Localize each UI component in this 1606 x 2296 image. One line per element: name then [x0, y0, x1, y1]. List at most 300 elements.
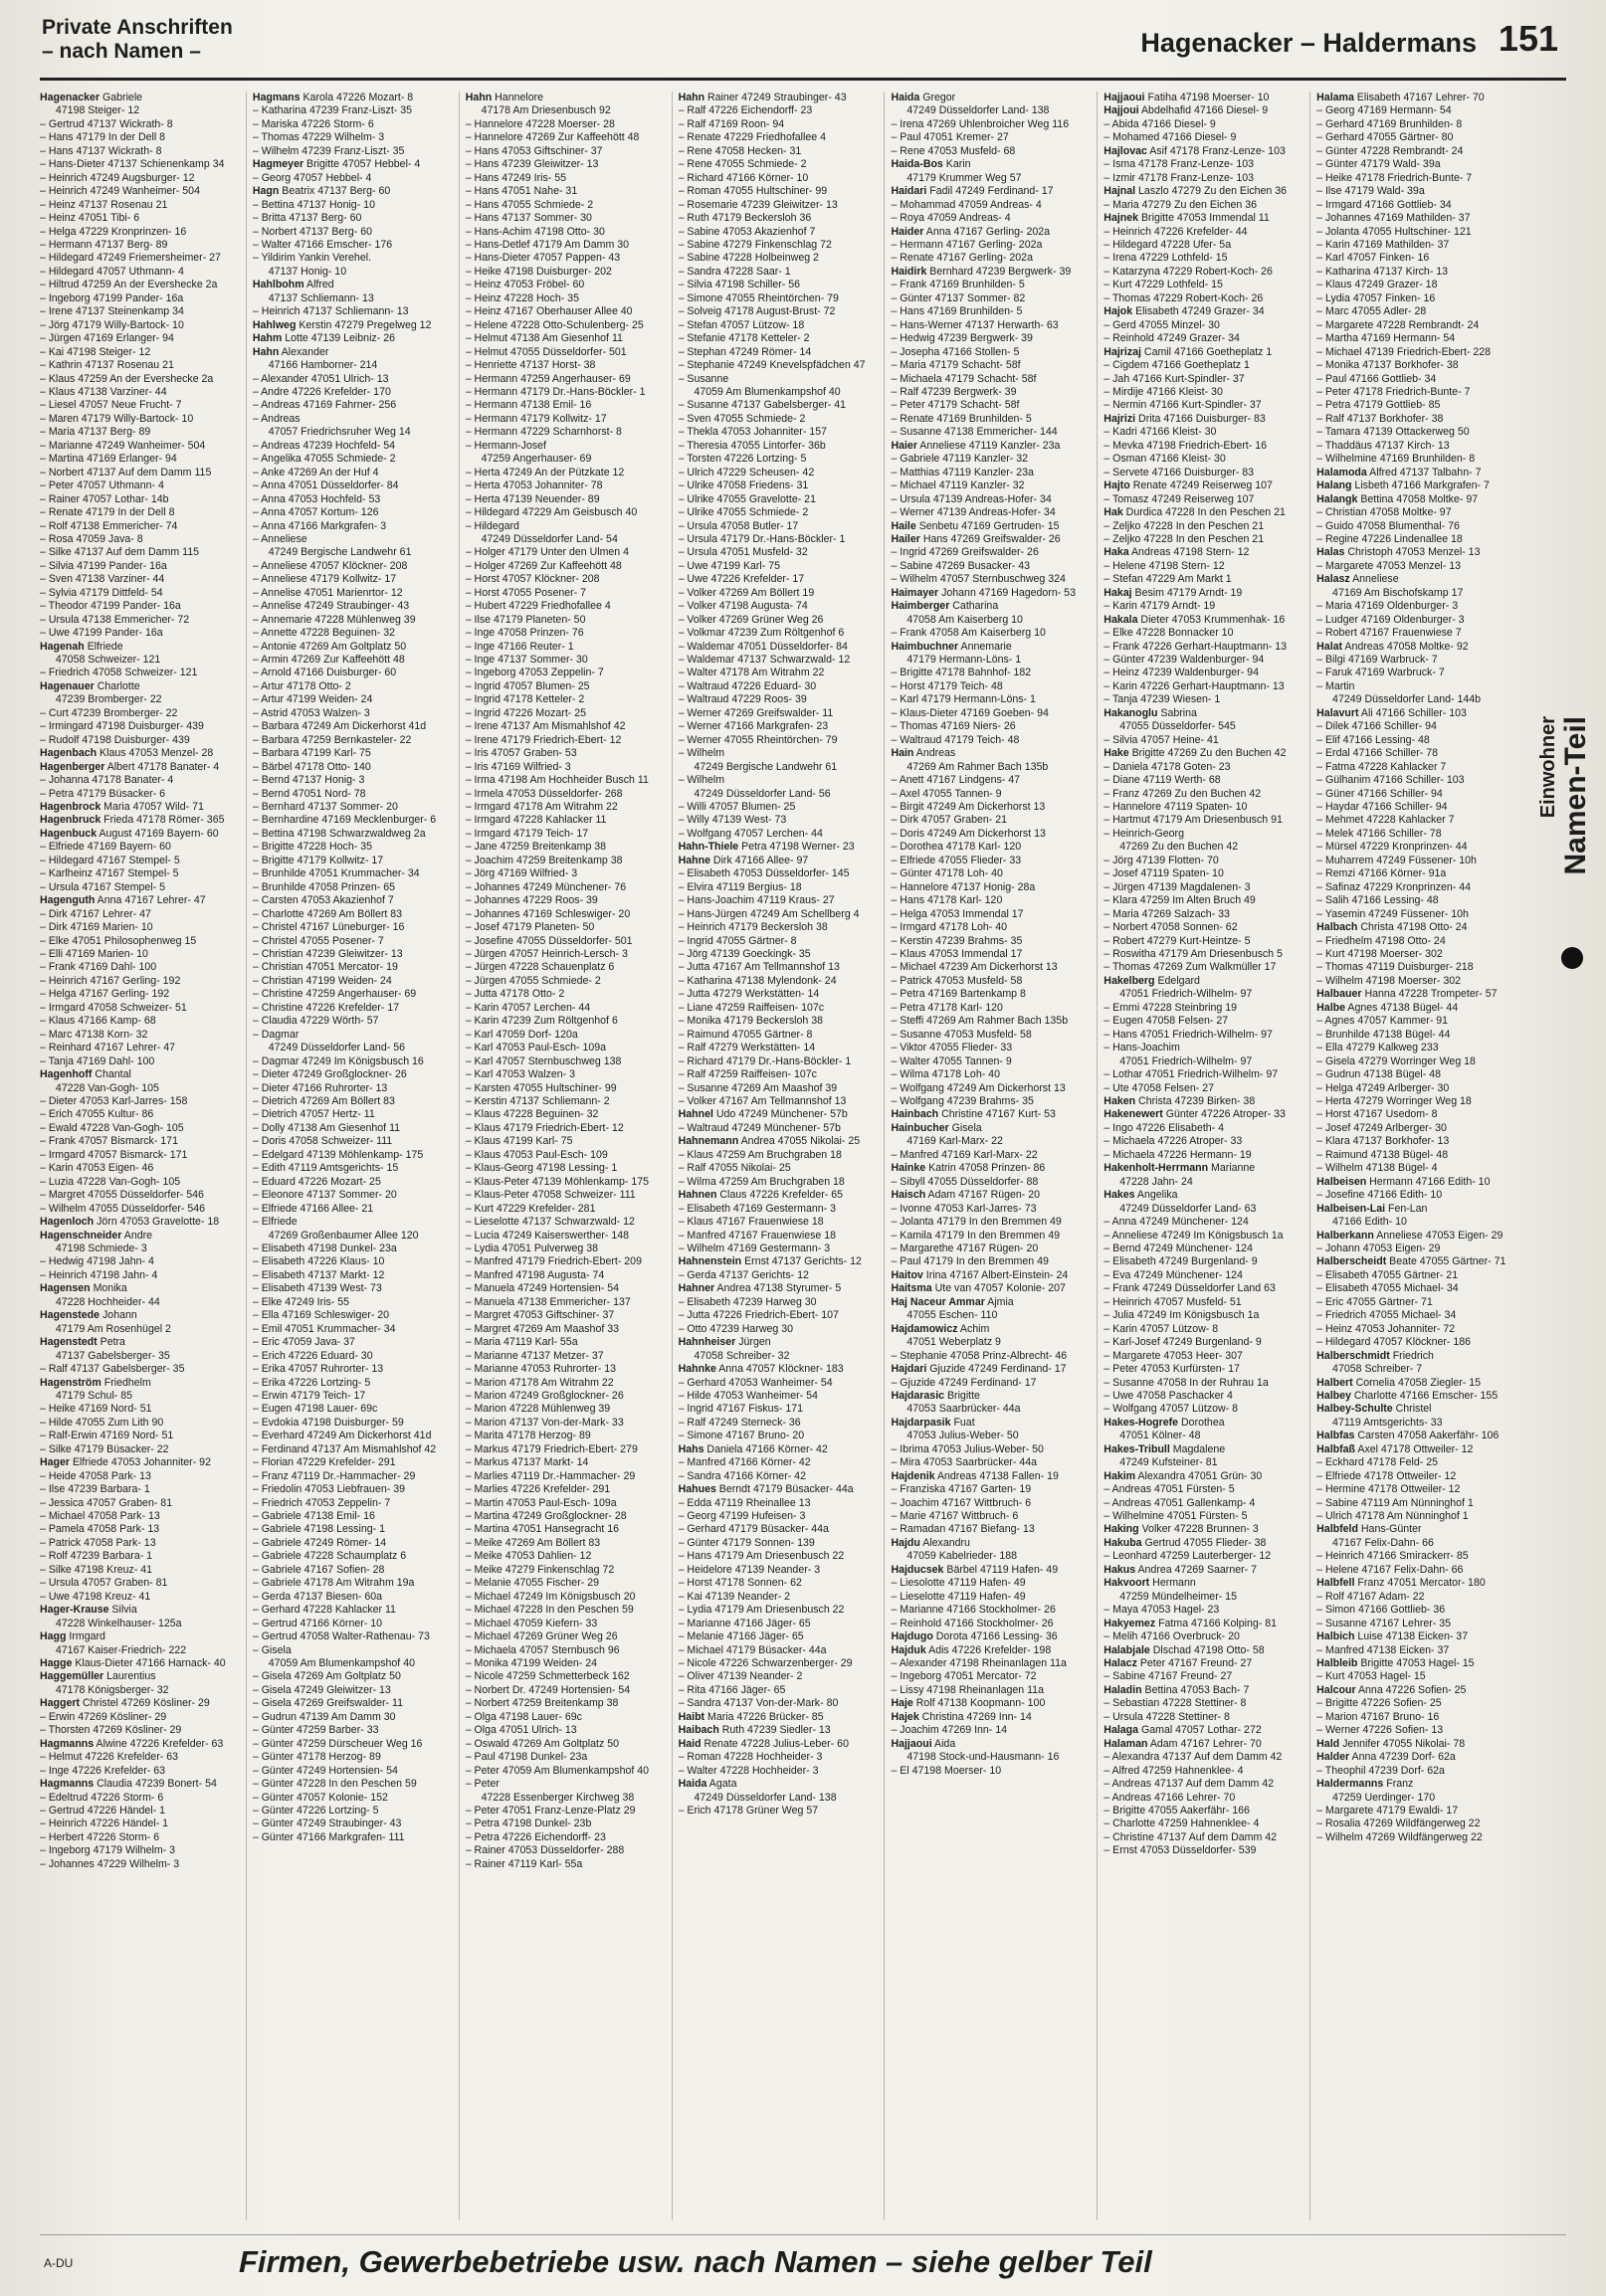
directory-entry: – Horst 47178 Sonnen- 62: [678, 1577, 802, 1590]
directory-entry: 47167 Felix-Dahn- 66: [1316, 1536, 1434, 1549]
directory-entry: – Günter 47166 Markgrafen- 111: [252, 1830, 405, 1843]
directory-entry: – Marita 47178 Herzog- 89: [465, 1430, 591, 1442]
directory-entry: – Karsten 47055 Hultschiner- 99: [465, 1081, 617, 1094]
directory-entry: – Uwe 47199 Pander- 16a: [40, 627, 163, 640]
directory-entry: – Andreas 47166 Lehrer- 70: [1104, 1791, 1236, 1804]
directory-entry: – Elke 47249 Iris- 55: [252, 1295, 350, 1308]
directory-entry: – Lydia 47057 Finken- 16: [1316, 291, 1436, 304]
directory-entry: – Emil 47051 Krummacher- 34: [252, 1322, 396, 1335]
directory-entry: – Frank 47169 Brunhilden- 5: [891, 279, 1025, 291]
directory-entry: – Marlies 47226 Krefelder- 291: [465, 1483, 611, 1496]
directory-entry: Hainbucher Gisela: [891, 1121, 982, 1134]
directory-entry: Halang Lisbeth 47166 Markgrafen- 7: [1316, 479, 1490, 492]
directory-entry: – Margarete 47179 Ewaldi- 17: [1316, 1805, 1459, 1817]
directory-entry: – Gabriele 47178 Am Witrahm 19a: [252, 1577, 415, 1590]
surname: Hagmanns: [40, 1778, 95, 1791]
directory-entry: – Johannes 47249 Münchener- 76: [465, 880, 627, 893]
directory-entry: – Gerhard 47169 Brunhilden- 8: [1316, 117, 1463, 130]
directory-entry: Hagg Irmgard: [40, 1630, 105, 1643]
directory-entry: – Gisela 47269 Greifswalder- 11: [252, 1697, 403, 1710]
directory-entry: – Karin 47053 Eigen- 46: [40, 1162, 154, 1175]
directory-entry: – Gudrun 47138 Bügel- 48: [1316, 1068, 1442, 1081]
directory-entry: – Ramadan 47167 Biefang- 13: [891, 1523, 1035, 1536]
surname: Halaga: [1104, 1724, 1139, 1737]
directory-entry: – Josef 47179 Planeten- 50: [465, 921, 595, 934]
directory-entry: – Sandra 47166 Körner- 42: [678, 1469, 806, 1482]
surname: Haldermanns: [1316, 1778, 1384, 1791]
directory-entry: – Bärbel 47178 Otto- 140: [252, 760, 371, 773]
directory-entry: – Erich 47055 Kultur- 86: [40, 1108, 154, 1121]
directory-entry: – Norbert 47137 Berg- 60: [252, 225, 372, 238]
directory-entry: – Gertrud 47226 Händel- 1: [40, 1805, 166, 1817]
directory-entry: – Norbert 47058 Sonnen- 62: [1104, 921, 1238, 934]
surname: Hagenstede: [40, 1309, 100, 1322]
surname: Hailer: [891, 532, 920, 545]
directory-entry: – Isma 47178 Franz-Lenze- 103: [1104, 158, 1255, 171]
directory-entry: – Lissy 47198 Rheinanlagen 11a: [891, 1683, 1044, 1696]
footer-divider: [40, 2234, 1566, 2235]
directory-entry: – Irene 47137 Am Mismahlshof 42: [465, 720, 626, 733]
directory-entry: – Peter 47178 Friedrich-Bunte- 7: [1316, 385, 1471, 398]
directory-entry: – Jörg 47139 Flotten- 70: [1104, 854, 1219, 866]
edition-code: A-DU: [44, 2256, 74, 2270]
directory-entry: – Meike 47053 Dahlien- 12: [465, 1550, 592, 1563]
directory-entry: – Manfred 47169 Karl-Marx- 22: [891, 1148, 1038, 1161]
directory-entry: Halas Christoph 47053 Menzel- 13: [1316, 546, 1481, 559]
listing-columns: [40, 92, 1522, 2220]
directory-entry: – Osman 47166 Kleist- 30: [1104, 453, 1226, 466]
surname: Hagenhoff: [40, 1068, 93, 1081]
directory-entry: – Hans 47053 Giftschiner- 37: [465, 144, 603, 157]
directory-entry: – Klaus 47053 Immendal 17: [891, 948, 1023, 960]
directory-entry: – Norbert Dr. 47249 Hortensien- 54: [465, 1683, 631, 1696]
directory-entry: – Waltraud 47229 Roos- 39: [678, 693, 807, 706]
directory-entry: Halamoda Alfred 47137 Talbahn- 7: [1316, 466, 1482, 478]
surname: Hakus: [1104, 1563, 1136, 1576]
directory-entry: Hakvoort Hermann: [1104, 1577, 1196, 1590]
directory-entry: – Hans-Achim 47198 Otto- 30: [465, 225, 605, 238]
directory-entry: – Friedrich 47053 Zeppelin- 7: [252, 1496, 391, 1509]
directory-entry: – Josef 47119 Spaten- 10: [1104, 867, 1224, 880]
directory-entry: – Ulrich 47178 Am Nünninghof 1: [1316, 1510, 1469, 1523]
directory-entry: Haitov Irina 47167 Albert-Einstein- 24: [891, 1268, 1069, 1281]
directory-entry: 47059 Am Blumenkampshof 40: [252, 1657, 415, 1670]
directory-entry: – Stefan 47229 Am Markt 1: [1104, 573, 1232, 586]
directory-entry: – Marion 47249 Großglockner- 26: [465, 1389, 624, 1402]
directory-entry: – Ursula 47058 Butler- 17: [678, 519, 799, 532]
surname: Hahnheiser: [678, 1336, 736, 1349]
directory-entry: – Irmingard 47198 Duisburger- 439: [40, 720, 204, 733]
directory-entry: – Stephanie 47058 Prinz-Albrecht- 46: [891, 1349, 1068, 1362]
directory-entry: – Annelise 47249 Straubinger- 43: [252, 600, 410, 613]
directory-entry: – Andreas: [252, 412, 301, 425]
directory-entry: Halberkann Anneliese 47053 Eigen- 29: [1316, 1229, 1504, 1242]
directory-entry: – Jolanta 47179 In den Bremmen 49: [891, 1216, 1062, 1229]
surname: Hager-Krause: [40, 1604, 109, 1617]
surname: Hagmanns: [40, 1737, 95, 1750]
directory-entry: – Erwin 47269 Kösliner- 29: [40, 1710, 167, 1723]
directory-entry: Hajducsek Bärbel 47119 Hafen- 49: [891, 1563, 1059, 1576]
directory-entry: – Jürgen 47169 Erlanger- 94: [40, 332, 174, 345]
directory-entry: 47058 Schreiber- 7: [1316, 1363, 1423, 1376]
directory-entry: – Yildirim Yankin Verehel.: [252, 252, 372, 265]
directory-entry: – Franziska 47167 Garten- 19: [891, 1483, 1032, 1496]
directory-entry: Halbfell Franz 47051 Mercator- 180: [1316, 1577, 1486, 1590]
directory-entry: Hahm Lotte 47139 Leibniz- 26: [252, 332, 395, 345]
directory-entry: – Olga 47051 Ulrich- 13: [465, 1724, 577, 1737]
directory-entry: – Dieter 47053 Karl-Jarres- 158: [40, 1094, 188, 1107]
directory-entry: – Helmut 47055 Düsseldorfer- 501: [465, 345, 627, 358]
directory-entry: – Gerd 47055 Minzel- 30: [1104, 318, 1220, 331]
directory-entry: – Helga 47053 Immendal 17: [891, 907, 1024, 920]
directory-entry: – Hans 47055 Schmiede- 2: [465, 198, 594, 211]
directory-entry: – Emmi 47228 Steinbring 19: [1104, 1001, 1237, 1014]
directory-entry: – Alfred 47259 Hahnenklee- 4: [1104, 1764, 1244, 1777]
directory-entry: – Sabine 47053 Akazienhof 7: [678, 225, 816, 238]
directory-entry: – Melanie 47166 Jäger- 65: [678, 1630, 804, 1643]
directory-entry: Hajdamowicz Achim: [891, 1322, 990, 1335]
directory-entry: 47228 Winkelhauser- 125a: [40, 1617, 182, 1629]
directory-entry: Hajto Renate 47249 Reiserweg 107: [1104, 479, 1273, 492]
directory-entry: – Marion 47137 Von-der-Mark- 33: [465, 1416, 624, 1429]
header-section-title: [42, 16, 233, 64]
directory-entry: – Reinhard 47167 Lehrer- 47: [40, 1042, 176, 1054]
directory-entry: Halbach Christa 47198 Otto- 24: [1316, 921, 1468, 934]
directory-entry: Hagenguth Anna 47167 Lehrer- 47: [40, 894, 206, 907]
directory-entry: Halbfeld Hans-Günter: [1316, 1523, 1422, 1536]
directory-entry: – Johannes 47169 Mathilden- 37: [1316, 212, 1471, 225]
directory-entry: Hajdarpasik Fuat: [891, 1416, 975, 1429]
directory-entry: – Gisela 47249 Gleiwitzer- 13: [252, 1683, 391, 1696]
surname: Hajjaoui: [891, 1737, 932, 1750]
directory-entry: Halbleib Brigitte 47053 Hagel- 15: [1316, 1657, 1475, 1670]
directory-entry: – Helga 47167 Gerling- 192: [40, 988, 170, 1001]
directory-entry: – Kadri 47166 Kleist- 30: [1104, 426, 1217, 439]
directory-entry: Hahn-Thiele Petra 47198 Werner- 23: [678, 841, 855, 854]
surname: Halder: [1316, 1751, 1350, 1764]
surname: Hajnal: [1104, 185, 1136, 198]
directory-entry: – Faruk 47169 Warbruck- 7: [1316, 667, 1445, 679]
directory-entry: – Alexander 47051 Ulrich- 13: [252, 372, 389, 385]
directory-entry: – Annette 47228 Beguinen- 32: [252, 627, 395, 640]
directory-entry: – Julia 47249 Im Königsbusch 1a: [1104, 1309, 1260, 1322]
directory-entry: – Susanne 47167 Lehrer- 35: [1316, 1617, 1452, 1629]
directory-entry: Halbeisen-Lai Fen-Lan: [1316, 1202, 1428, 1215]
directory-entry: – Hans 47169 Brunhilden- 5: [891, 305, 1023, 318]
directory-entry: Hahs Daniela 47166 Körner- 42: [678, 1442, 828, 1455]
directory-entry: – Andreas 47051 Gallenkamp- 4: [1104, 1496, 1256, 1509]
directory-entry: – Lieselotte 47137 Schwarzwald- 12: [465, 1216, 635, 1229]
directory-entry: – Michael 47179 Büsacker- 44a: [678, 1643, 827, 1656]
directory-entry: – Dirk 47057 Graben- 21: [891, 814, 1008, 827]
directory-entry: Hagenhoff Chantal: [40, 1068, 131, 1081]
directory-entry: – Matthias 47119 Kanzler- 23a: [891, 466, 1034, 478]
directory-entry: – Michaela 47226 Atroper- 33: [1104, 1135, 1243, 1148]
directory-entry: Hagge Klaus-Dieter 47166 Harnack- 40: [40, 1657, 226, 1670]
directory-entry: – Klaus 47259 Am Bruchgraben 18: [678, 1148, 842, 1161]
directory-entry: – Klaus 47179 Friedrich-Ebert- 12: [465, 1121, 624, 1134]
directory-entry: – Michaela 47226 Hermann- 19: [1104, 1148, 1252, 1161]
directory-entry: – Georg 47199 Hufeisen- 3: [678, 1510, 806, 1523]
surname: Hajto: [1104, 479, 1130, 492]
surname: Haimayer: [891, 586, 939, 599]
directory-entry: 47059 Am Blumenkampshof 40: [678, 385, 841, 398]
directory-entry: – Peter 47053 Kurfürsten- 17: [1104, 1363, 1240, 1376]
directory-entry: – Rosa 47059 Java- 8: [40, 532, 143, 545]
directory-entry: – Artur 47178 Otto- 2: [252, 679, 351, 692]
directory-entry: – Werner 47166 Markgrafen- 23: [678, 720, 829, 733]
directory-entry: – Klaus 47053 Paul-Esch- 109: [465, 1148, 608, 1161]
directory-entry: – Sabine 47228 Holbeinweg 2: [678, 252, 819, 265]
directory-entry: – Dieter 47249 Großglockner- 26: [252, 1068, 407, 1081]
directory-entry: – Edelgard 47139 Möhlenkamp- 175: [252, 1148, 424, 1161]
directory-entry: Haile Senbetu 47169 Gertruden- 15: [891, 519, 1060, 532]
directory-entry: Haida Gregor: [891, 92, 956, 103]
directory-entry: – Hannelore 47228 Moerser- 28: [465, 117, 615, 130]
directory-entry: Halbauer Hanna 47228 Trompeter- 57: [1316, 988, 1498, 1001]
directory-entry: – Karl-Josef 47249 Burgenland- 9: [1104, 1336, 1262, 1349]
directory-entry: – Marion 47167 Bruno- 16: [1316, 1710, 1440, 1723]
directory-entry: – Hans-Detlef 47179 Am Damm 30: [465, 238, 629, 251]
directory-entry: – Elisabeth 47239 Harweg 30: [678, 1295, 817, 1308]
surname: Halabjale: [1104, 1643, 1150, 1656]
directory-entry: – Tomasz 47249 Reiserweg 107: [1104, 492, 1255, 505]
surname: Hajdarasic: [891, 1389, 945, 1402]
directory-entry: – Patrick 47053 Musfeld- 58: [891, 974, 1023, 987]
directory-entry: – Susanne 47053 Musfeld- 58: [891, 1028, 1032, 1041]
directory-entry: – Rainer 47057 Lothar- 14b: [40, 492, 169, 505]
directory-entry: – Eduard 47226 Mozart- 25: [252, 1175, 381, 1188]
directory-entry: – Cigdem 47166 Goetheplatz 1: [1104, 359, 1250, 372]
directory-entry: – Heinz 47051 Tibi- 6: [40, 212, 140, 225]
directory-entry: – Frank 47226 Gerhart-Hauptmann- 13: [1104, 640, 1288, 653]
directory-entry: – Hermine 47178 Ottweiler- 12: [1316, 1483, 1461, 1496]
directory-entry: – Martina 47169 Erlanger- 94: [40, 453, 177, 466]
directory-entry: – Anna 47166 Markgrafen- 3: [252, 519, 387, 532]
directory-entry: – Thomas 47229 Robert-Koch- 26: [1104, 291, 1264, 304]
directory-entry: – Anett 47167 Lindgens- 47: [891, 774, 1021, 787]
directory-entry: – Maria 47269 Salzach- 33: [1104, 907, 1230, 920]
directory-entry: Hagenloch Jörn 47053 Gravelotte- 18: [40, 1216, 220, 1229]
directory-entry: – Heide 47058 Park- 13: [40, 1469, 151, 1482]
directory-entry: – Bettina 47137 Honig- 10: [252, 198, 375, 211]
directory-entry: – Horst 47057 Klöckner- 208: [465, 573, 600, 586]
directory-entry: – Karl 47057 Sternbuschweg 138: [465, 1054, 622, 1067]
directory-entry: – Izmir 47178 Franz-Lenze- 103: [1104, 171, 1255, 184]
directory-entry: – Hildegard 47249 Friemersheimer- 27: [40, 252, 221, 265]
directory-entry: – Hans 47178 Karl- 120: [891, 894, 1003, 907]
surname: Hahner: [678, 1282, 715, 1295]
directory-entry: – Klaus 47167 Frauenwiese 18: [678, 1216, 824, 1229]
surname: Hajducsek: [891, 1563, 944, 1576]
directory-entry: – Elke 47228 Bonnacker 10: [1104, 627, 1234, 640]
directory-entry: – Pamela 47058 Park- 13: [40, 1523, 160, 1536]
directory-entry: – Anneliese 47057 Klöckner- 208: [252, 559, 408, 572]
directory-entry: Halbey-Schulte Christel: [1316, 1403, 1432, 1416]
directory-entry: – Rene 47058 Hecken- 31: [678, 144, 802, 157]
directory-entry: – Ingeborg 47199 Pander- 16a: [40, 291, 184, 304]
directory-entry: – Martha 47169 Hermann- 54: [1316, 332, 1456, 345]
directory-entry: – Theodor 47199 Pander- 16a: [40, 600, 181, 613]
directory-entry: Hagenbuck August 47169 Bayern- 60: [40, 827, 219, 840]
directory-entry: – Ralf 47226 Eichendorff- 23: [678, 104, 813, 117]
directory-entry: Halama Elisabeth 47167 Lehrer- 70: [1316, 92, 1485, 103]
directory-entry: – Reinhold 47166 Stockholmer- 26: [891, 1617, 1054, 1629]
directory-entry: – Marc 47138 Korn- 32: [40, 1028, 148, 1041]
directory-entry: – Dagmar: [252, 1028, 300, 1041]
directory-entry: 47058 Am Kaiserberg 10: [891, 613, 1023, 626]
directory-entry: – Manfred 47166 Körner- 42: [678, 1456, 811, 1469]
directory-entry: – Frank 47058 Am Kaiserberg 10: [891, 627, 1046, 640]
directory-entry: – Sabine 47279 Finkenschlag 72: [678, 238, 832, 251]
directory-entry: Haking Volker 47228 Brunnen- 3: [1104, 1523, 1259, 1536]
directory-entry: – Patrick 47058 Park- 13: [40, 1536, 156, 1549]
directory-entry: Hahner Andrea 47138 Styrumer- 5: [678, 1282, 842, 1295]
directory-entry: – Ilse 47179 Wald- 39a: [1316, 185, 1425, 198]
directory-entry: – Herta 47249 An der Pützkate 12: [465, 466, 625, 478]
surname: Hagenbruck: [40, 814, 101, 827]
directory-entry: – Ralf 47137 Borkhofer- 38: [1316, 412, 1444, 425]
directory-entry: 47228 Essenberger Kirchweg 38: [465, 1791, 635, 1804]
directory-entry: Haisch Adam 47167 Rügen- 20: [891, 1189, 1041, 1202]
directory-entry: Hagenacker Gabriele: [40, 92, 143, 103]
directory-entry: – Eva 47249 Münchener- 124: [1104, 1268, 1243, 1281]
directory-entry: – Roya 47059 Andreas- 4: [891, 212, 1011, 225]
directory-entry: – Karlheinz 47167 Stempel- 5: [40, 867, 179, 880]
directory-entry: – Irena 47229 Lothfeld- 15: [1104, 252, 1228, 265]
directory-entry: – Joachim 47167 Wittbruch- 6: [891, 1496, 1032, 1509]
directory-entry: Hahn Alexander: [252, 345, 329, 358]
directory-entry: – Iris 47169 Wilfried- 3: [465, 760, 571, 773]
directory-entry: – Andreas 47169 Fahrner- 256: [252, 399, 397, 412]
directory-entry: – Gudrun 47139 Am Damm 30: [252, 1710, 396, 1723]
directory-entry: 47051 Friedrich-Wilhelm- 97: [1104, 988, 1253, 1001]
directory-entry: – Katharina 47138 Mylendonk- 24: [678, 974, 837, 987]
directory-entry: – Kurt 47229 Lothfeld- 15: [1104, 279, 1223, 291]
directory-entry: Hager Elfriede 47053 Johanniter- 92: [40, 1456, 211, 1469]
page-number: 151: [1498, 18, 1558, 59]
directory-entry: – Gerda 47137 Biesen- 60a: [252, 1590, 383, 1603]
directory-entry: – Elisabeth 47198 Dunkel- 23a: [252, 1242, 397, 1254]
directory-entry: – Wilhelm 47055 Düsseldorfer- 546: [40, 1202, 206, 1215]
surname: Halcour: [1316, 1683, 1356, 1696]
directory-entry: 47259 Angerhauser- 69: [465, 453, 592, 466]
directory-entry: 47249 Düsseldorfer Land- 56: [678, 787, 831, 800]
directory-entry: – Anna 47051 Düsseldorfer- 84: [252, 479, 399, 492]
directory-entry: – Erika 47057 Ruhrorter- 13: [252, 1363, 384, 1376]
surname: Halberschmidt: [1316, 1349, 1390, 1362]
surname: Hagenberger: [40, 760, 105, 773]
directory-entry: – Ingeborg 47179 Wilhelm- 3: [40, 1844, 176, 1857]
directory-entry: – Uwe 47058 Paschacker 4: [1104, 1389, 1233, 1402]
directory-entry: Hagn Beatrix 47137 Berg- 60: [252, 185, 391, 198]
directory-entry: – Günter 47137 Sommer- 82: [891, 291, 1026, 304]
directory-entry: – Gerhard 47053 Wanheimer- 54: [678, 1376, 833, 1389]
directory-entry: – Renate 47167 Gerling- 202a: [891, 252, 1033, 265]
directory-entry: – Karin 47057 Lerchen- 44: [465, 1001, 591, 1014]
surname: Halbe: [1316, 1001, 1346, 1014]
directory-entry: – Margret 47269 Am Maashof 33: [465, 1322, 620, 1335]
directory-entry: – Gertrud 47166 Körner- 10: [252, 1617, 383, 1629]
directory-entry: Hahnheiser Jürgen: [678, 1336, 771, 1349]
directory-entry: – Joachim 47269 Inn- 14: [891, 1724, 1008, 1737]
surname: Hakenewert: [1104, 1108, 1163, 1121]
directory-entry: Halbey Charlotte 47166 Emscher- 155: [1316, 1389, 1499, 1402]
surname: Halbich: [1316, 1630, 1355, 1643]
directory-entry: – Irmgard 47228 Kahlacker 11: [465, 814, 607, 827]
directory-entry: Hahn Hannelore: [465, 92, 544, 103]
directory-entry: Hahlbohm Alfred: [252, 279, 334, 291]
surname: Hakim: [1104, 1469, 1136, 1482]
directory-entry: 47178 Am Driesenbusch 92: [465, 104, 611, 117]
directory-entry: – Nicole 47226 Schwarzenberger- 29: [678, 1657, 853, 1670]
directory-entry: – Birgit 47249 Am Dickerhorst 13: [891, 801, 1046, 814]
surname: Haggemüller: [40, 1670, 104, 1683]
surname: Halacz: [1104, 1657, 1137, 1670]
directory-entry: – Ursula 47057 Graben- 81: [40, 1577, 168, 1590]
directory-entry: – Salih 47166 Lessing- 48: [1316, 894, 1439, 907]
directory-entry: – Heinrich 47198 Jahn- 4: [40, 1268, 158, 1281]
directory-entry: – Michael 47059 Kiefern- 33: [465, 1617, 598, 1629]
directory-entry: – Hartmut 47179 Am Driesenbusch 91: [1104, 814, 1283, 827]
directory-entry: – Ingo 47226 Elisabeth- 4: [1104, 1121, 1225, 1134]
directory-entry: – Ralf 47259 Raiffeisen- 107c: [678, 1068, 817, 1081]
directory-entry: Haggert Christel 47269 Kösliner- 29: [40, 1697, 210, 1710]
directory-entry: – Henriette 47137 Horst- 38: [465, 359, 596, 372]
surname: Haj Naceur Ammar: [891, 1295, 985, 1308]
directory-entry: – Gabriele 47138 Emil- 16: [252, 1510, 375, 1523]
directory-entry: – Tanja 47239 Wiesen- 1: [1104, 693, 1221, 706]
directory-entry: – Dolly 47138 Am Giesenhof 11: [252, 1121, 401, 1134]
directory-entry: – Edith 47119 Amtsgerichts- 15: [252, 1162, 399, 1175]
directory-entry: – Dieter 47166 Ruhrorter- 13: [252, 1081, 388, 1094]
directory-entry: Haje Rolf 47138 Koopmann- 100: [891, 1697, 1046, 1710]
directory-entry: – Holger 47269 Zur Kaffeehött 48: [465, 559, 622, 572]
directory-entry: – Christian 47199 Weiden- 24: [252, 974, 392, 987]
directory-entry: – Haydar 47166 Schiller- 94: [1316, 801, 1448, 814]
surname: Halang: [1316, 479, 1352, 492]
directory-entry: – Annemarie 47228 Mühlenweg 39: [252, 613, 416, 626]
directory-entry: – Karin 47226 Gerhart-Hauptmann- 13: [1104, 679, 1285, 692]
directory-entry: 47119 Amtsgerichts- 33: [1316, 1416, 1443, 1429]
directory-entry: Haj Naceur Ammar Ajmia: [891, 1295, 1014, 1308]
directory-entry: – Margret 47053 Giftschiner- 37: [465, 1309, 615, 1322]
directory-entry: – Maria 47169 Oldenburger- 3: [1316, 600, 1459, 613]
directory-entry: – Jessica 47057 Graben- 81: [40, 1496, 173, 1509]
directory-entry: – Susanne 47137 Gabelsberger- 41: [678, 399, 847, 412]
directory-entry: – Petra 47178 Karl- 120: [891, 1001, 1003, 1014]
surname: Hagenbach: [40, 747, 98, 760]
directory-entry: – Johannes 47229 Roos- 39: [465, 894, 598, 907]
directory-entry: – Melih 47166 Overbruck- 20: [1104, 1630, 1240, 1643]
directory-entry: – Doris 47058 Schweizer- 111: [252, 1135, 393, 1148]
directory-entry: – Jürgen 47057 Heinrich-Lersch- 3: [465, 948, 628, 960]
directory-entry: – Hildegard: [465, 519, 519, 532]
directory-entry: 47051 Weberplatz 9: [891, 1336, 1001, 1349]
directory-entry: – Kai 47198 Steiger- 12: [40, 345, 151, 358]
directory-entry: Hagmanns Claudia 47239 Bonert- 54: [40, 1778, 217, 1791]
listing-column: [40, 92, 247, 2220]
directory-entry: – Doris 47249 Am Dickerhorst 13: [891, 827, 1046, 840]
directory-entry: – Lothar 47051 Friedrich-Wilhelm- 97: [1104, 1068, 1279, 1081]
header-line-1: Private Anschriften: [42, 16, 233, 39]
directory-entry: – Solveig 47178 August-Brust- 72: [678, 305, 836, 318]
directory-entry: – Josefine 47055 Düsseldorfer- 501: [465, 934, 633, 947]
directory-entry: – Hermann 47179 Dr.-Hans-Böckler- 1: [465, 385, 646, 398]
directory-entry: – Elisabeth 47053 Düsseldorfer- 145: [678, 867, 850, 880]
directory-entry: – Otto 47239 Harweg 30: [678, 1322, 794, 1335]
directory-entry: – Margarete 47228 Rembrandt- 24: [1316, 318, 1480, 331]
